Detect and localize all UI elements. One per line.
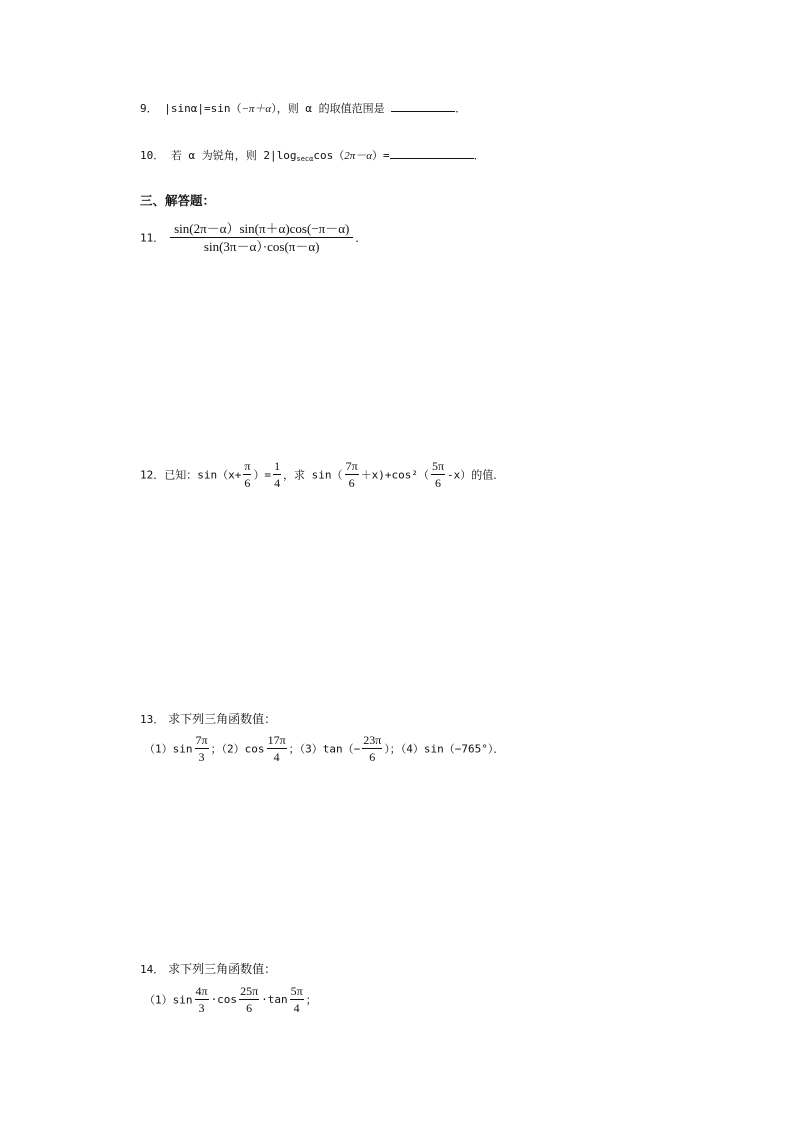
fraction-denominator: 4 (274, 476, 281, 490)
fraction-denominator: 3 (198, 1001, 205, 1015)
question-number: 14． (140, 963, 165, 976)
operator-text: ·cos (210, 993, 238, 1006)
question-13-title-text: 求下列三角函数值： (168, 712, 277, 726)
fraction-denominator: 3 (198, 750, 205, 764)
fraction-7pi-over-3 (195, 733, 209, 764)
fraction-denominator: 6 (435, 476, 442, 490)
question-10-close: ）= (372, 149, 390, 162)
question-9-lhs: |sinα|=sin（ (164, 102, 242, 115)
fraction-denominator: 6 (369, 750, 376, 764)
fraction-17pi-over-4 (267, 733, 287, 764)
question-14-title-text: 求下列三角函数值： (168, 962, 277, 976)
fraction-numerator: π (244, 459, 251, 473)
question-11 (140, 220, 366, 255)
fraction-numerator: 23π (363, 733, 382, 747)
fraction-numerator: 4π (195, 984, 208, 998)
fraction-25pi-over-6 (239, 984, 259, 1015)
fraction-numerator: 25π (240, 984, 259, 998)
answer-blank (391, 100, 455, 112)
question-10-cos: cos（ (313, 149, 345, 162)
question-9-end: ． (455, 102, 467, 115)
fraction-denominator: 6 (246, 1001, 253, 1015)
question-10 (140, 147, 485, 163)
question-10-text: 若 α 为锐角，则 2|log (170, 149, 297, 162)
fraction-5pi-over-4 (290, 984, 304, 1015)
fraction-denominator: 4 (293, 1001, 300, 1015)
fraction-5pi-over-6 (431, 459, 445, 490)
question-13-title (140, 710, 276, 727)
fraction-numerator: 7π (195, 733, 208, 747)
fraction-expression (170, 220, 353, 255)
log-base: secα (296, 155, 314, 163)
part-label: ）；（4）sin（−765°）． (384, 742, 505, 756)
fraction-4pi-over-3 (195, 984, 209, 1015)
question-number: 12． (140, 468, 165, 482)
fraction-numerator: 5π (290, 984, 303, 998)
question-12-equals: ）= (253, 468, 272, 482)
part-label: （1）sin (144, 993, 193, 1007)
fraction-denominator: 6 (348, 476, 355, 490)
question-14-parts (144, 984, 317, 1015)
question-number: 9． (140, 102, 158, 115)
fraction-denominator: 6 (244, 476, 251, 490)
fraction-numerator: 1 (274, 459, 281, 473)
question-9-argument: −π＋α (241, 103, 272, 115)
question-11-end: ． (355, 231, 367, 245)
fraction-7pi-over-6 (345, 459, 359, 490)
question-9 (140, 100, 466, 116)
operator-text: ·tan (261, 993, 288, 1006)
fraction-pi-over-6 (243, 459, 251, 490)
section-heading: 三、解答题： (140, 193, 216, 208)
fraction-numerator: 5π (431, 459, 445, 473)
question-12-text: 已知：sin（x+ (164, 468, 242, 482)
question-10-argument: 2π－α (344, 150, 373, 162)
question-10-end: ． (473, 149, 485, 162)
question-number: 13． (140, 713, 165, 726)
question-13-parts (144, 733, 504, 764)
question-12-text: ，求 sin（ (283, 468, 343, 482)
part-label: ；（3）tan（− (288, 742, 361, 756)
question-number: 10． (140, 149, 165, 162)
question-14-end: ； (305, 993, 317, 1007)
question-14-title (140, 960, 276, 977)
fraction-numerator: sin(2π－α）sin(π＋α)cos(−π－α) (170, 220, 353, 238)
part-label: （1）sin (144, 742, 193, 756)
part-label: ；（2）cos (210, 742, 265, 756)
fraction-one-quarter (273, 459, 281, 490)
question-12-text: ＋x)+cos²（ (360, 468, 429, 482)
question-number: 11． (140, 231, 165, 245)
fraction-denominator: 4 (273, 750, 280, 764)
fraction-numerator: 17π (267, 733, 286, 747)
question-12-text: -x）的值． (447, 468, 505, 482)
question-9-text: ），则 α 的取值范围是 (271, 102, 385, 115)
answer-blank (390, 147, 474, 159)
fraction-denominator: sin(3π－α）·cos(π－α) (203, 239, 320, 254)
fraction-23pi-over-6 (362, 733, 382, 764)
fraction-numerator: 7π (345, 459, 358, 473)
question-12 (140, 459, 504, 490)
